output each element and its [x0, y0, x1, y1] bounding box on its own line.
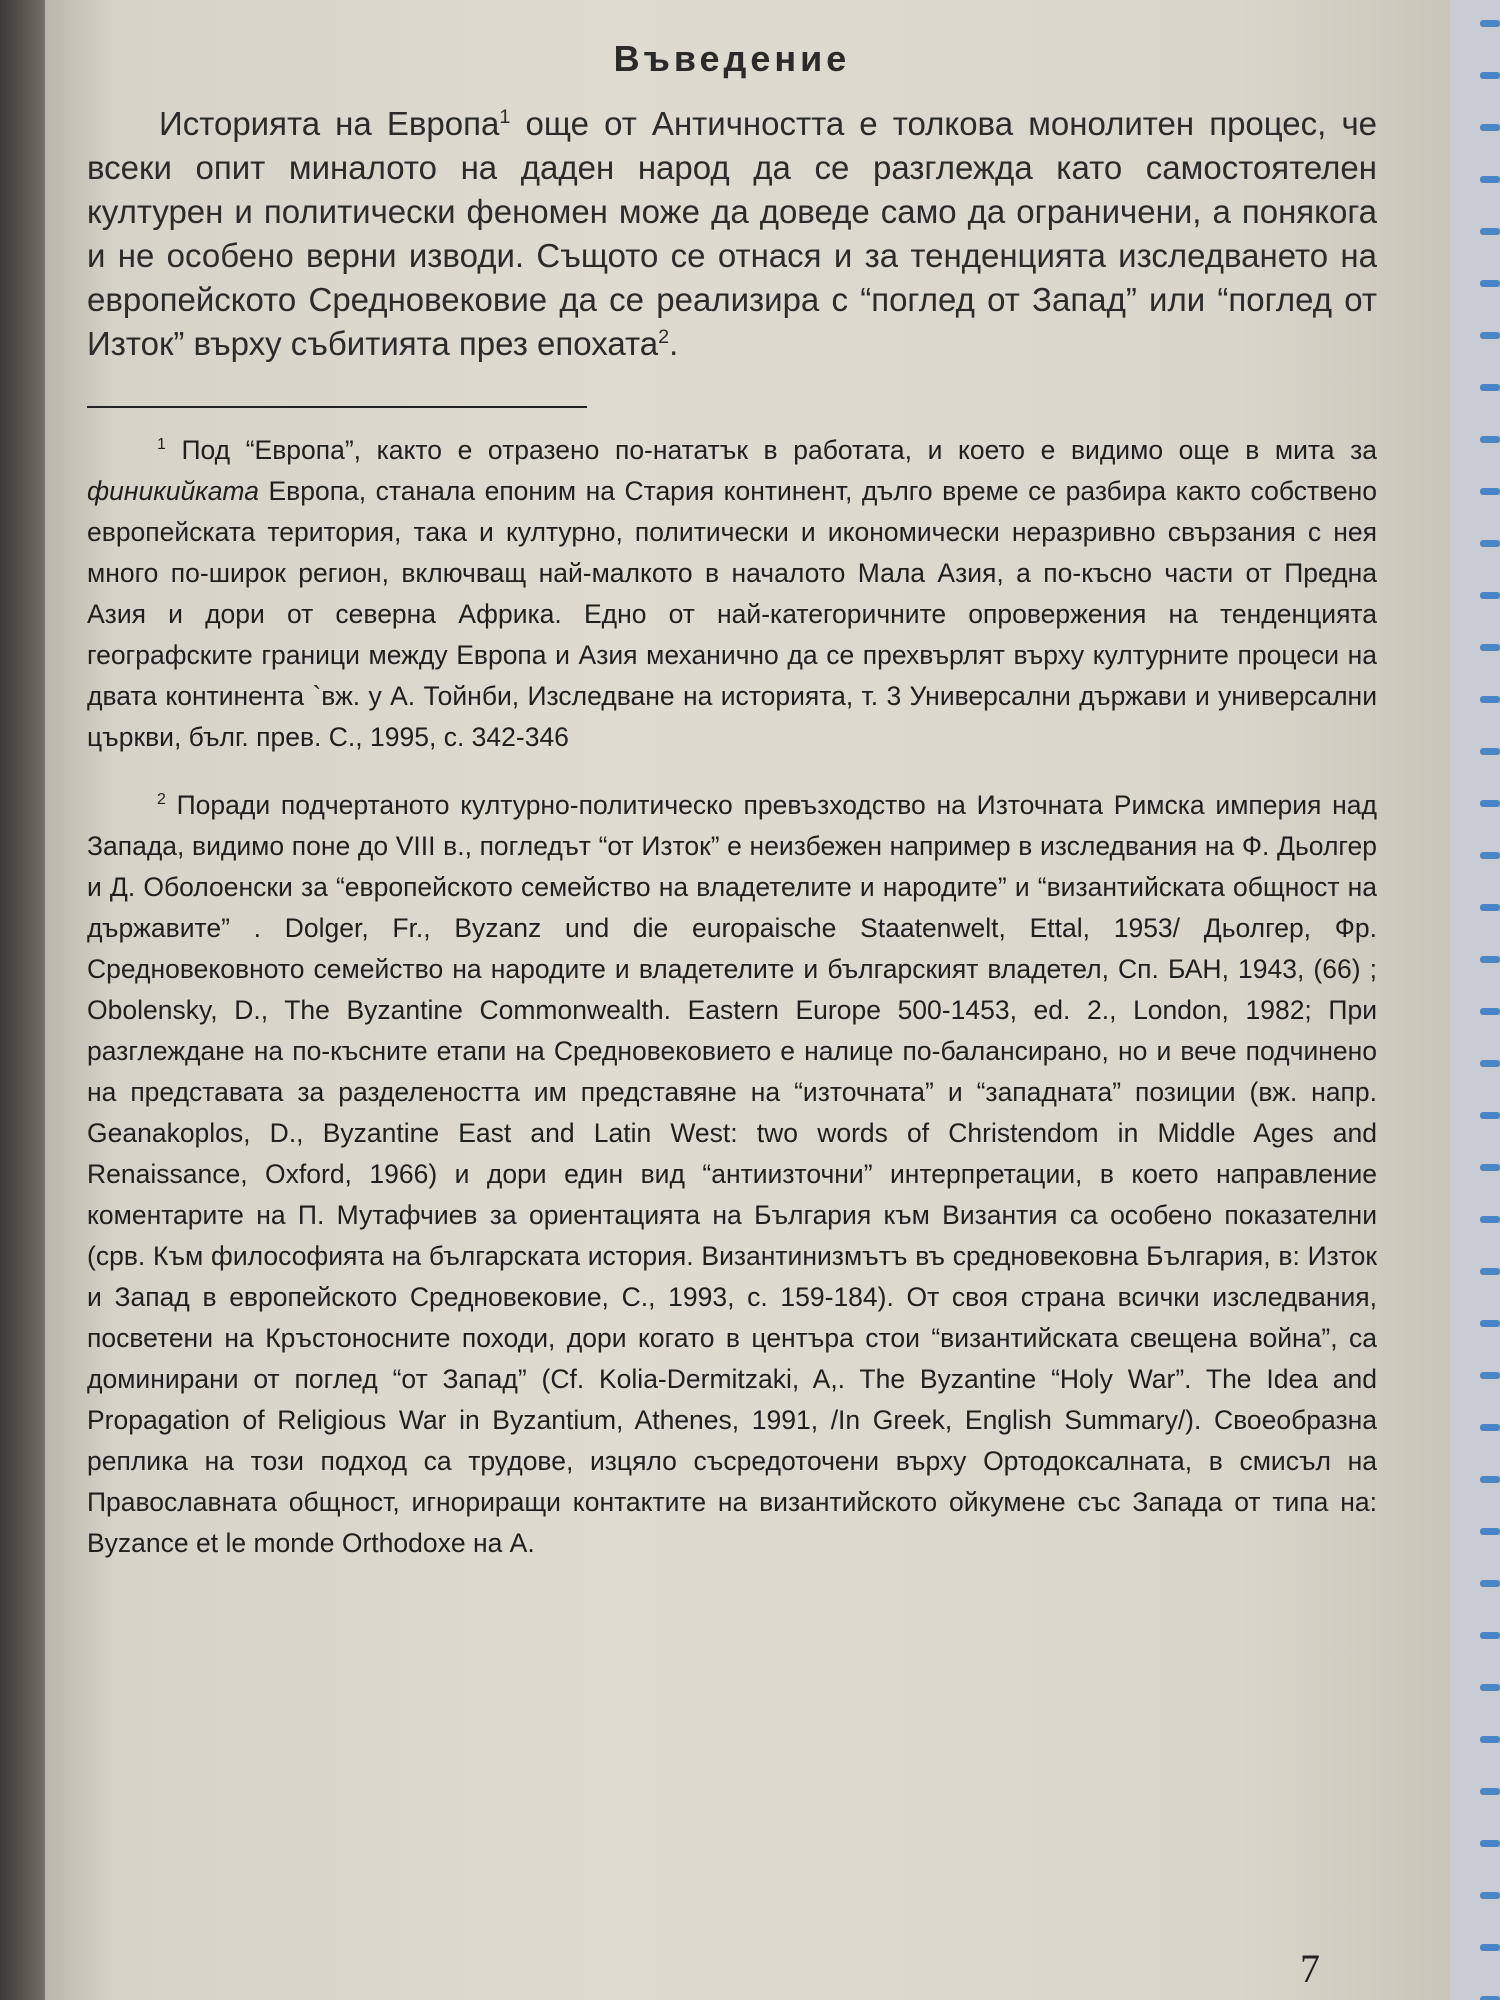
notebook-ring [1480, 1528, 1500, 1535]
notebook-ring [1480, 384, 1500, 391]
notebook-ring [1480, 540, 1500, 547]
main-text-part-1: Историята на Европа [159, 105, 500, 142]
notebook-ring [1480, 1060, 1500, 1067]
notebook-ring [1480, 1892, 1500, 1899]
notebook-ring [1480, 592, 1500, 599]
notebook-ring [1480, 1320, 1500, 1327]
main-text-part-2: още от Античността е толкова монолитен процес, че всеки опит миналото на даден народ да се разглежда като самостоятелен културен и политически феномен може да доведе само да ограничени, а понякога и не особено верни изводи. Същото се отнася и за тенденцията изследването на европейското Средновековие да се реализира с “поглед от Запад” или “поглед от Изток” върху събитията през епохата [87, 105, 1377, 362]
main-text-end: . [669, 325, 679, 362]
notebook-ring [1480, 228, 1500, 235]
footnote-2 [87, 785, 1377, 1564]
footnote-1-number: 1 [157, 436, 166, 454]
notebook-ring [1480, 1632, 1500, 1639]
notebook-ring [1480, 1424, 1500, 1431]
footnote-separator [87, 406, 587, 408]
notebook-ring [1480, 1268, 1500, 1275]
footnote-1-italic: финикийката [87, 476, 259, 506]
notebook-ring [1480, 176, 1500, 183]
notebook-ring [1480, 1736, 1500, 1743]
notebook-ring [1480, 1112, 1500, 1119]
notebook-ring [1480, 1788, 1500, 1795]
footnote-2-number: 2 [157, 790, 166, 808]
notebook-ring [1480, 644, 1500, 651]
notebook-ring [1480, 852, 1500, 859]
notebook-ring [1480, 332, 1500, 339]
footnote-1 [87, 430, 1377, 758]
footnote-1-text-a: Под “Европа”, както е отразено по-нататък в работата, и което е видимо още в мита за [165, 435, 1377, 465]
footnote-1-text-b: Европа, станала епоним на Стария континент, дълго време се разбира както собствено европейската територия, така и културно, политически и икономически неразривно свързания с нея много по-широк регион, включващ най-малкото в началото Мала Азия, а по-късно части от Предна Азия и дори от северна Африка. Едно от най-категоричните опровержения на тенденцията географските граници между Европа и Азия механично да се прехвърлят върху културните процеси на двата континента `вж. у А. Тойнби, Изследване на историята, т. 3 Универсални държави и универсални църкви, бълг. прев. С., 1995, с. 342-346 [87, 476, 1377, 752]
notebook-ring [1480, 1164, 1500, 1171]
notebook-ring [1480, 696, 1500, 703]
notebook-ring [1480, 1684, 1500, 1691]
notebook-ring [1480, 124, 1500, 131]
notebook-ring [1480, 800, 1500, 807]
notebook-ring [1480, 1580, 1500, 1587]
notebook-ring [1480, 1944, 1500, 1951]
notebook-ring [1480, 1008, 1500, 1015]
notebook-ring [1480, 488, 1500, 495]
notebook-ring [1480, 20, 1500, 27]
book-page [45, 0, 1450, 2000]
page-content [87, 0, 1377, 1590]
notebook-ring [1480, 1996, 1500, 2000]
notebook-ring [1480, 72, 1500, 79]
footnote-ref-1: 1 [499, 106, 511, 128]
notebook-ring [1480, 956, 1500, 963]
footnote-2-text: Поради подчертаното културно-политическо превъзходство на Източната Римска империя над Запада, видимо поне до VIII в., погледът “от Изток” е неизбежен например в изследвания на Ф. Дьолгер и Д. Оболоенски за “европейското семейство на владетелите и народите” и “византийската общност на държавите” . Dolger, Fr., Byzanz und die europaische Staatenwelt, Ettal, 1953/ Дьолгер, Фр. Средновековното семейство на народите и владетелите и българският владетел, Сп. БАН, 1943, (66) ; Obolensky, D., The Byzantine Commonwealth. Eastern Europe 500-1453, ed. 2., London, 1982; При разглеждане на по-късните етапи на Средновековието е налице по-балансирано, но и вече подчинено на представата за разделеността им представяне на “източната” и “западната” позиции (вж. напр. Geanakoplos, D., Byzantine East and Latin West: two words of Christendom in Middle Ages and Renaissance, Oxford, 1966) и дори един вид “антиизточни” интерпретации, в което направление коментарите на П. Мутафчиев за ориентацията на България към Византия са особено показателни (срв. Към философията на българската история. Византинизмътъ въ средновековна България, в: Изток и Запад в европейското Средновековие, С., 1993, с. 159-184). От своя страна всички изследвания, посветени на Кръстоносните походи, дори когато в центъра стои “византийската свещена война”, са доминирани от поглед “от Запад” (Cf. Kolia-Dermitzaki, A,. The Byzantine “Holy War”. The Idea and Propagation of Religious War in Byzantium, Athenes, 1991, /In Greek, English Summary/). Своеобразна реплика на този подход са трудове, изцяло съсредоточени върху Ортодоксалната, в смисъл на Православната общност, игнориращи контактите на византийското ойкумене със Запада от типа на: Byzance et le monde Orthodoxe на А. [87, 789, 1377, 1558]
footnote-ref-2: 2 [658, 326, 670, 348]
notebook-ring [1480, 904, 1500, 911]
main-paragraph [87, 102, 1377, 366]
page-number: 7 [1300, 1946, 1320, 1991]
notebook-ring [1480, 436, 1500, 443]
notebook-ring [1480, 1476, 1500, 1483]
notebook-ring [1480, 748, 1500, 755]
page-heading: Въведение [613, 38, 851, 79]
notebook-ring [1480, 1840, 1500, 1847]
notebook-ring [1480, 1216, 1500, 1223]
notebook-ring [1480, 1372, 1500, 1379]
notebook-ring [1480, 280, 1500, 287]
